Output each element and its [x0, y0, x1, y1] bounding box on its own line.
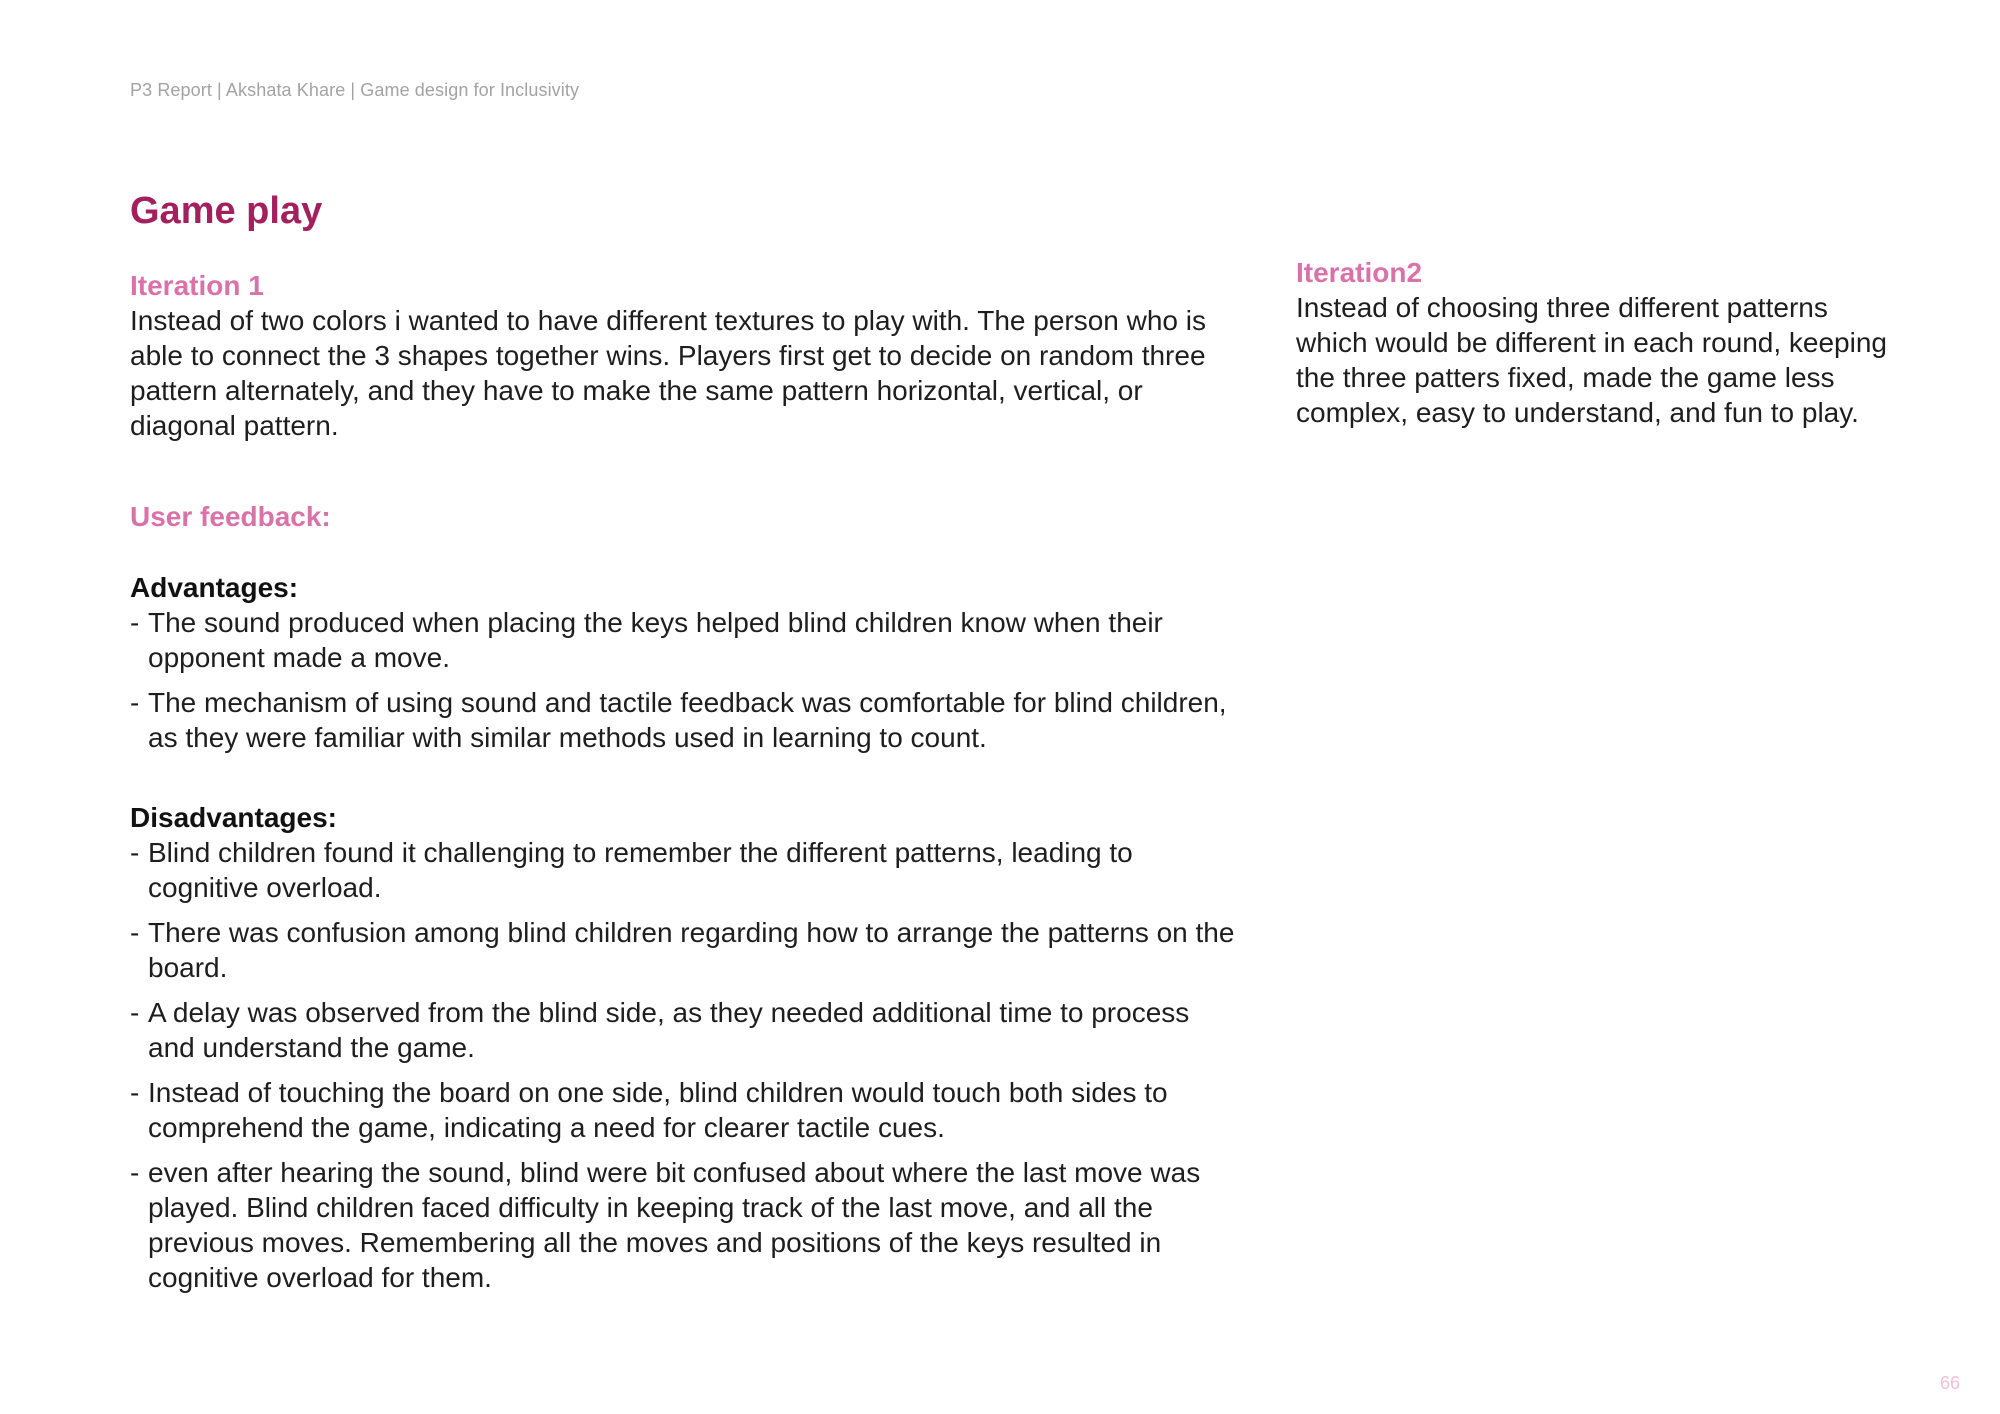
page-title: Game play: [130, 190, 323, 232]
bullet-dash: -: [130, 837, 140, 868]
iteration-2-text: Instead of choosing three different patterns which would be different in each round, keeping the three patters fixed, made the game less complex, easy to understand, and fun to play.: [1296, 292, 1887, 428]
list-item: - The sound produced when placing the keys helped blind children know when their opponent made a move.: [130, 607, 1163, 673]
iteration-2-heading: Iteration2: [1296, 257, 1423, 288]
list-item: - A delay was observed from the blind side, as they needed additional time to process and understand the game.: [130, 997, 1190, 1063]
bullet-dash: -: [130, 917, 140, 948]
bullet-dash: -: [130, 1077, 140, 1108]
list-item: - There was confusion among blind children regarding how to arrange the patterns on the board.: [130, 917, 1235, 983]
list-item: - The mechanism of using sound and tactile feedback was comfortable for blind children, as they were familiar with similar methods used in learning to count.: [130, 687, 1227, 753]
bullet-dash: -: [130, 1157, 140, 1188]
user-feedback-heading: User feedback:: [130, 501, 331, 532]
disadvantages-list: [130, 835, 1240, 1295]
bullet-dash: -: [130, 687, 140, 718]
advantages-heading: Advantages:: [130, 572, 299, 603]
list-item: - Instead of touching the board on one side, blind children would touch both sides to comprehend the game, indicating a need for clearer tactile cues.: [130, 1077, 1168, 1143]
list-item: - even after hearing the sound, blind were bit confused about where the last move was played. Blind children faced difficulty in keeping track of the last move, and all the previous moves. Remembering all the moves and positions of the keys resulted in cognitive overload for them.: [130, 1157, 1201, 1293]
advantages-list: [130, 605, 1240, 755]
iteration-1-heading: Iteration 1: [130, 270, 264, 301]
disadvantages-heading: Disadvantages:: [130, 802, 337, 833]
list-item: - Blind children found it challenging to remember the different patterns, leading to cognitive overload.: [130, 837, 1133, 903]
right-column: [1296, 255, 1896, 430]
page-number: 66: [1939, 1373, 1960, 1393]
iteration-1-text: Instead of two colors i wanted to have different textures to play with. The person who is able to connect the 3 shapes together wins. Players first get to decide on random three pattern alternately, and they have to make the same pattern horizontal, vertical, or diagonal pattern.: [130, 305, 1207, 441]
bullet-dash: -: [130, 607, 140, 638]
left-column: [130, 268, 1240, 1305]
bullet-dash: -: [130, 997, 140, 1028]
running-header: P3 Report | Akshata Khare | Game design for Inclusivity: [130, 80, 580, 100]
